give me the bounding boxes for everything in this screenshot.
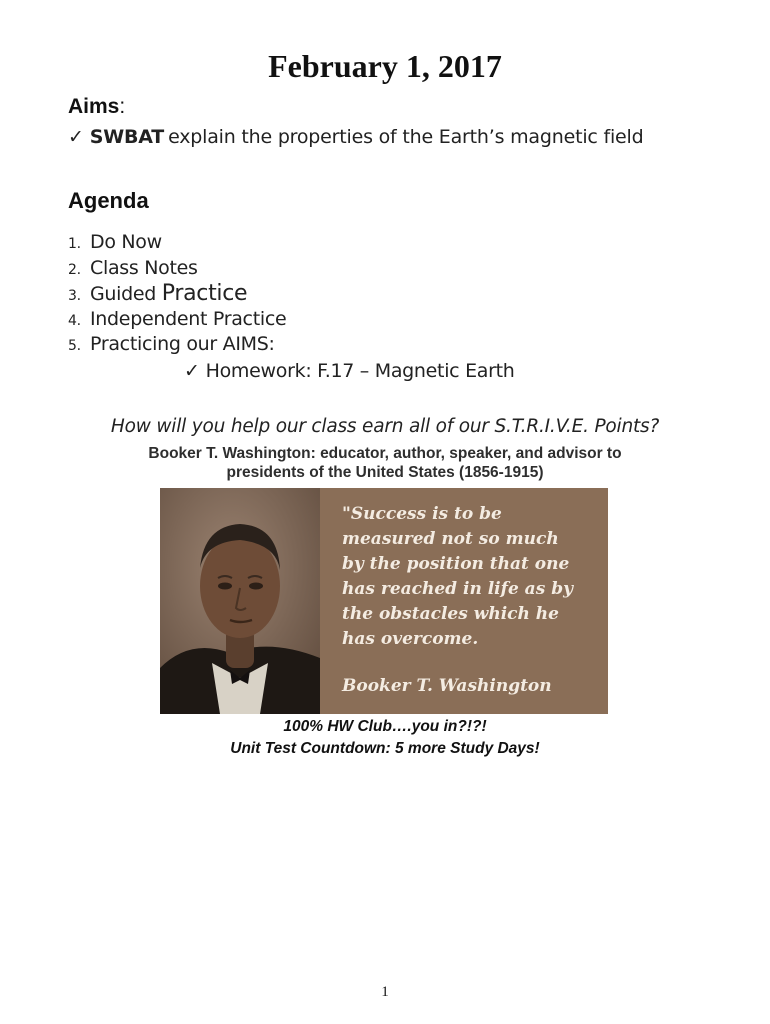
agenda-item-label: Guided [90,283,162,305]
quote-line: "Success is to be [342,504,502,524]
agenda-item-do-now [68,230,286,256]
portrait-photo [160,488,320,714]
agenda-list [68,230,286,358]
quote-line: has reached in life as by [342,579,573,599]
agenda-item-label: Class Notes [90,256,198,279]
aims-heading [68,95,125,119]
homework-item [184,360,515,382]
aims-heading-colon: : [119,95,126,118]
caption-line: presidents of the United States (1856-1915) [226,464,544,481]
strive-question: How will you help our class earn all of our S.T.R.I.V.E. Points? [110,416,660,437]
quote-line: the obstacles which he [342,604,559,624]
quote-text [342,502,608,652]
agenda-item-practicing-aims [68,332,286,358]
agenda-item-number: 4. [68,312,81,329]
agenda-item-label: Independent Practice [90,307,287,330]
agenda-heading: Agenda [68,188,149,213]
quote-image [160,488,608,714]
agenda-item-guided-practice [68,281,286,307]
homework-club-notice [0,716,770,760]
agenda-item-label: Practicing our AIMS: [90,333,275,355]
homework-text: Homework: F.17 – Magnetic Earth [205,360,515,382]
hw-club-line: 100% HW Club….you in?!?! [283,718,487,735]
quote-author: Booker T. Washington [342,676,552,696]
agenda-item-independent-practice [68,307,286,333]
agenda-item-number: 2. [68,261,81,278]
quote-line: measured not so much [342,529,559,549]
agenda-item-label-large: Practice [161,281,248,306]
checkmark-icon: ✓ [68,126,84,148]
agenda-item-number: 3. [68,288,81,304]
page-title: February 1, 2017 [268,48,502,84]
page-number: 1 [381,984,389,1000]
aim-item [68,126,643,148]
swbat-label: SWBAT [89,126,165,148]
quote-line: has overcome. [342,629,479,649]
caption-line: Booker T. Washington: educator, author, speaker, and advisor to [148,445,622,462]
checkmark-icon: ✓ [184,360,200,382]
agenda-item-number: 1. [68,236,81,252]
agenda-item-class-notes [68,256,286,282]
aims-heading-label: Aims [68,95,120,118]
aim-text: explain the properties of the Earth’s magnetic field [168,126,644,148]
image-caption [100,444,670,482]
test-countdown-line: Unit Test Countdown: 5 more Study Days! [230,740,540,757]
quote-line: by the position that one [342,554,570,574]
portrait-illustration [160,488,320,714]
agenda-item-label: Do Now [90,231,162,253]
agenda-item-number: 5. [68,338,81,354]
